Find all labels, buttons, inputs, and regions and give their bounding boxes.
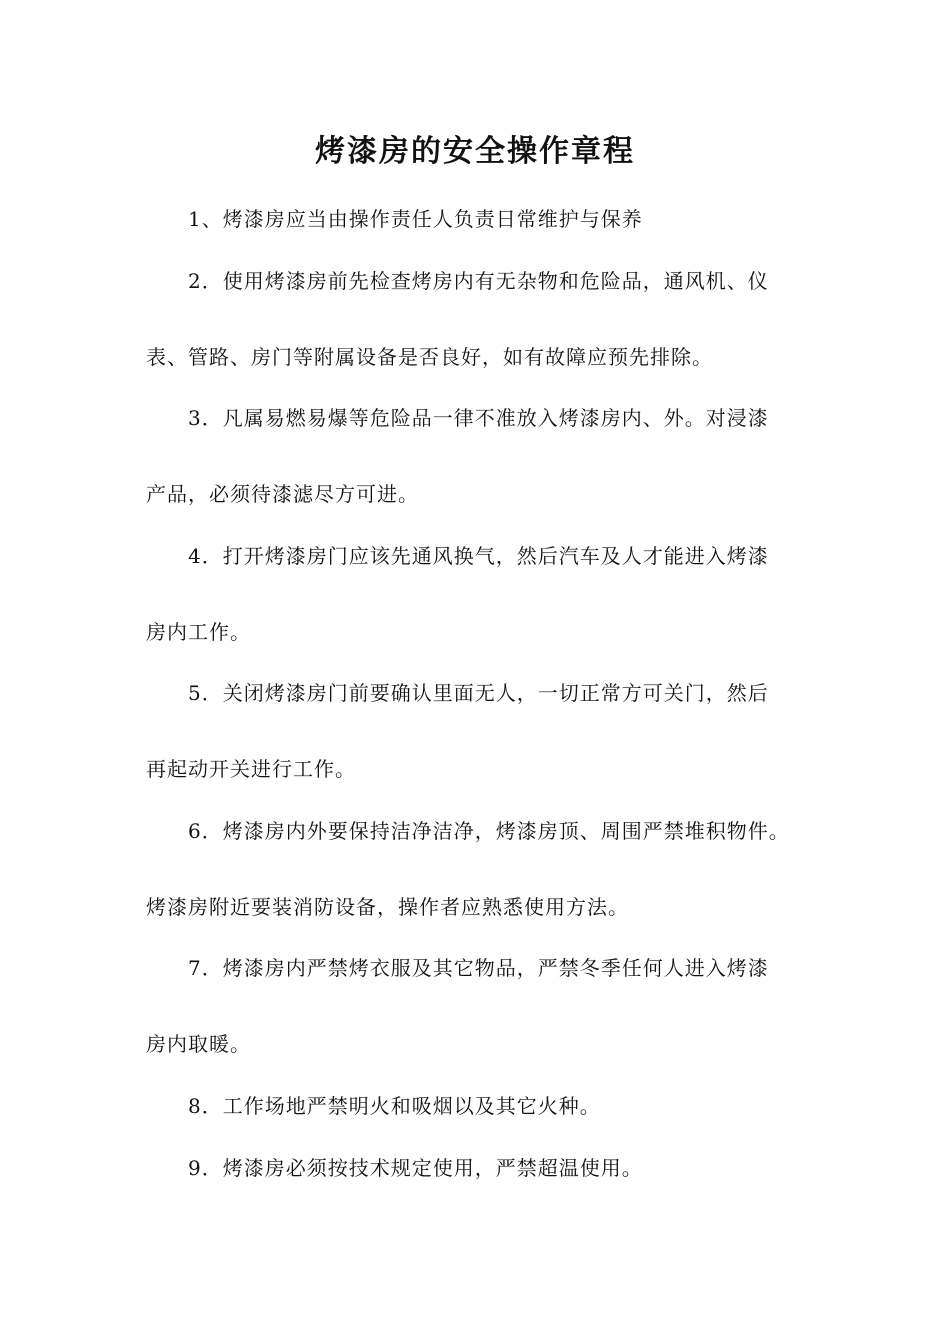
rule-9-line-1: 9．烤漆房必须按技术规定使用，严禁超温使用。 (188, 1156, 643, 1180)
rule-6-line-1: 6．烤漆房内外要保持洁净洁净，烤漆房顶、周围严禁堆积物件。 (188, 819, 790, 843)
rule-2-line-1: 2．使用烤漆房前先检查烤房内有无杂物和危险品，通风机、仪 (188, 269, 769, 293)
document-title: 烤漆房的安全操作章程 (315, 134, 635, 169)
rule-1-line-1: 1、烤漆房应当由操作责任人负责日常维护与保养 (188, 207, 643, 231)
rule-6-line-2: 烤漆房附近要装消防设备，操作者应熟悉使用方法。 (146, 895, 629, 919)
rule-7-line-2: 房内取暖。 (146, 1032, 251, 1056)
rule-5-line-2: 再起动开关进行工作。 (146, 757, 356, 781)
rule-5-line-1: 5．关闭烤漆房门前要确认里面无人，一切正常方可关门，然后 (188, 681, 769, 705)
rule-2-line-2: 表、管路、房门等附属设备是否良好，如有故障应预先排除。 (146, 345, 713, 369)
rule-4-line-2: 房内工作。 (146, 620, 251, 644)
rule-3-line-2: 产品，必须待漆滤尽方可进。 (146, 482, 419, 506)
rule-8-line-1: 8．工作场地严禁明火和吸烟以及其它火种。 (188, 1094, 601, 1118)
rule-4-line-1: 4．打开烤漆房门应该先通风换气，然后汽车及人才能进入烤漆 (188, 544, 769, 568)
rule-3-line-1: 3．凡属易燃易爆等危险品一律不准放入烤漆房内、外。对浸漆 (188, 406, 769, 430)
rule-7-line-1: 7．烤漆房内严禁烤衣服及其它物品，严禁冬季任何人进入烤漆 (188, 956, 769, 980)
